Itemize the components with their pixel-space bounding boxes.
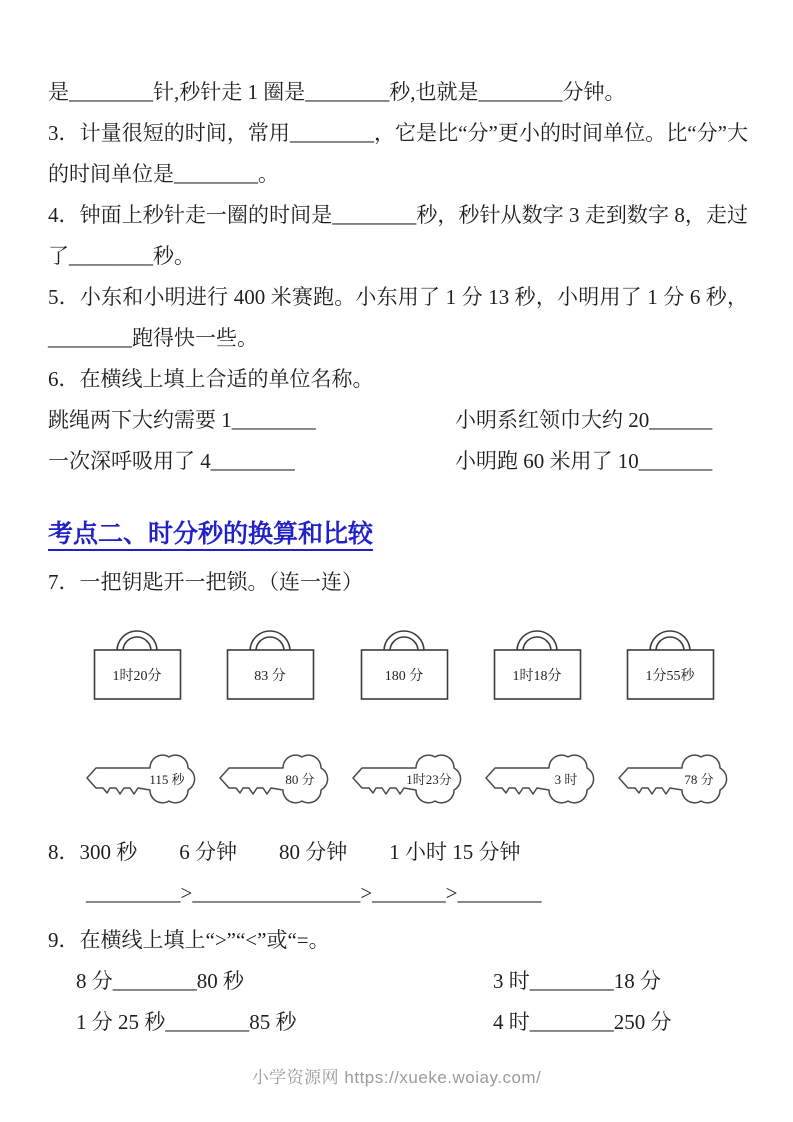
lock-label: 1分55秒 bbox=[645, 669, 695, 684]
question-9-prompt: 9．在横线上填上“>”“<”或“=。 bbox=[48, 928, 330, 952]
key-label: 78 分 bbox=[684, 772, 714, 787]
q6-item-jump-rope: 跳绳两下大约需要 1________ bbox=[48, 408, 316, 432]
question-6-row-1 bbox=[48, 400, 748, 441]
section-2-heading bbox=[48, 516, 748, 554]
lock-icon bbox=[490, 617, 585, 702]
question-5: 5．小东和小明进行 400 米赛跑。小东用了 1 分 13 秒，小明用了 1 分 6 秒，________跑得快一些。 bbox=[48, 285, 748, 350]
key-label: 1时23分 bbox=[406, 772, 452, 787]
lock-icon bbox=[90, 617, 185, 702]
section-2-heading-text: 考点二、时分秒的换算和比较 bbox=[48, 521, 373, 551]
question-8-answer-blanks: _________>________________>_______>________ bbox=[86, 881, 542, 905]
lock-icon bbox=[357, 617, 452, 702]
key-icon bbox=[349, 748, 464, 810]
lock-icon bbox=[623, 617, 718, 702]
key-label: 115 秒 bbox=[149, 772, 185, 787]
lock-label: 180 分 bbox=[384, 669, 423, 684]
question-9-row-2 bbox=[48, 1002, 748, 1043]
keys-row bbox=[48, 748, 748, 810]
key-icon bbox=[83, 748, 198, 810]
q9-item-4h-250min: 4 时________250 分 bbox=[493, 1010, 672, 1034]
question-2-tail: 是________针,秒针走 1 圈是________秒,也就是________分钟。 bbox=[48, 80, 626, 104]
lock-label: 83 分 bbox=[254, 669, 286, 684]
question-9-row-1 bbox=[48, 961, 748, 1002]
question-6-row-2 bbox=[48, 441, 748, 482]
q6-item-run-60m: 小明跑 60 米用了 10_______ bbox=[455, 449, 713, 473]
q6-item-red-scarf: 小明系红领巾大约 20______ bbox=[455, 408, 713, 432]
key-icon bbox=[482, 748, 597, 810]
site-footer: 小学资源网 https://xueke.woiay.com/ bbox=[251, 1068, 542, 1087]
question-8-items: 8．300 秒 6 分钟 80 分钟 1 小时 15 分钟 bbox=[48, 840, 521, 864]
key-label: 80 分 bbox=[285, 772, 315, 787]
lock-icon bbox=[223, 617, 318, 702]
question-3: 3．计量很短的时间，常用________，它是比“分”更小的时间单位。比“分”大的时间单位是________。 bbox=[48, 121, 748, 186]
question-7-prompt: 7．一把钥匙开一把锁。（连一连） bbox=[48, 570, 363, 594]
q9-item-8min-80sec: 8 分________80 秒 bbox=[76, 969, 244, 993]
q9-item-1min25s-85s: 1 分 25 秒________85 秒 bbox=[76, 1010, 297, 1034]
question-6-prompt: 6．在横线上填上合适的单位名称。 bbox=[48, 367, 374, 391]
key-label: 3 时 bbox=[554, 772, 578, 787]
key-icon bbox=[615, 748, 730, 810]
question-4: 4．钟面上秒针走一圈的时间是________秒，秒针从数字 3 走到数字 8，走过了________秒。 bbox=[48, 203, 748, 268]
lock-label: 1时20分 bbox=[112, 669, 162, 684]
q6-item-deep-breath: 一次深呼吸用了 4________ bbox=[48, 449, 295, 473]
lock-label: 1时18分 bbox=[512, 669, 562, 684]
q9-item-3h-18min: 3 时________18 分 bbox=[493, 969, 661, 993]
locks-row bbox=[48, 617, 748, 702]
key-icon bbox=[216, 748, 331, 810]
